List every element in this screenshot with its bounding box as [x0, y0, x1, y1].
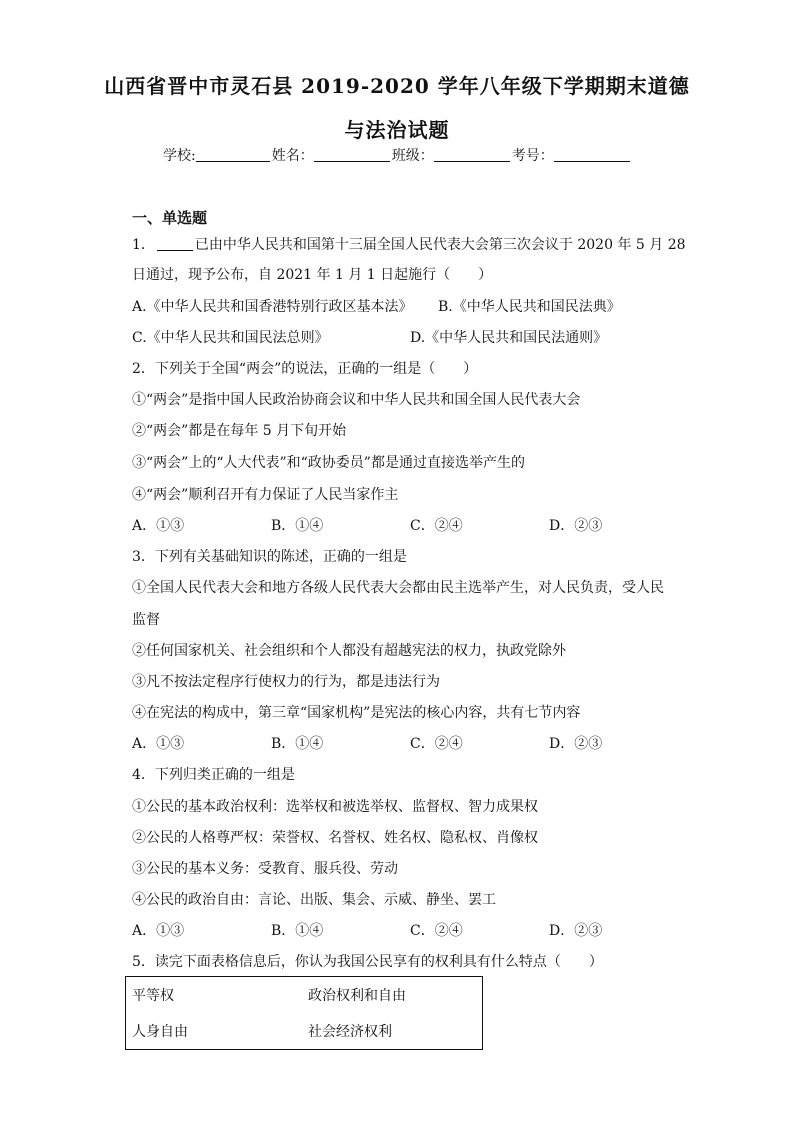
q4-options [132, 920, 672, 940]
q3-item-1-cont: 监督 [132, 612, 160, 628]
name-blank[interactable] [314, 147, 390, 162]
table-cell: 政治权利和自由 [308, 988, 406, 1004]
exam-title-line1: 山西省晋中市灵石县 2019-2020 学年八年级下学期期末道德 [104, 74, 690, 98]
q2-item-2: ②“两会”都是在每年 5 月下旬开始 [132, 423, 347, 439]
q3-option-c[interactable]: C．②④ [410, 736, 463, 752]
q2-options [132, 515, 672, 535]
q4-item-4: ④公民的政治自由：言论、出版、集会、示威、静坐、罢工 [132, 892, 496, 908]
q4-item-2: ②公民的人格尊严权：荣誉权、名誉权、姓名权、隐私权、肖像权 [132, 830, 538, 846]
q5-rights-table [125, 976, 483, 1050]
school-label: 学校: [163, 148, 196, 164]
class-label: 班级： [391, 148, 434, 164]
q2-item-3: ③“两会”上的“人大代表”和“政协委员”都是通过直接选举产生的 [132, 455, 525, 471]
q2-option-d[interactable]: D．②③ [549, 518, 603, 534]
table-row [126, 977, 483, 1014]
school-blank[interactable] [196, 147, 270, 162]
q2-item-4: ④“两会”顺利召开有力保证了人民当家作主 [132, 487, 399, 503]
q4-item-1: ①公民的基本政治权利：选举权和被选举权、监督权、智力成果权 [132, 799, 538, 815]
q5-stem: 5．读完下面表格信息后，你认为我国公民享有的权利具有什么特点（ ） [132, 954, 603, 970]
q2-option-c[interactable]: C．②④ [410, 518, 463, 534]
q4-option-d[interactable]: D．②③ [549, 923, 603, 939]
q3-item-3: ③凡不按法定程序行使权力的行为，都是违法行为 [132, 674, 440, 690]
q1-options-row2 [132, 327, 672, 347]
exam-no-label: 考号： [511, 148, 554, 164]
q3-option-d[interactable]: D．②③ [549, 736, 603, 752]
exam-no-blank[interactable] [554, 147, 630, 162]
q2-option-b[interactable]: B．①④ [271, 518, 324, 534]
q3-option-b[interactable]: B．①④ [271, 736, 324, 752]
exam-title-line2: 与法治试题 [344, 118, 450, 142]
q2-option-a[interactable]: A．①③ [132, 518, 185, 534]
table-cell: 人身自由 [132, 1024, 188, 1040]
table-row [126, 1013, 483, 1050]
student-info-row [163, 145, 632, 165]
section-heading-single-choice: 一、单选题 [132, 209, 208, 227]
q3-option-a[interactable]: A．①③ [132, 736, 185, 752]
q3-options [132, 733, 672, 753]
q1-option-b[interactable]: B.《中华人民共和国民法典》 [438, 299, 621, 315]
name-label: 姓名： [271, 148, 314, 164]
class-blank[interactable] [434, 147, 510, 162]
q1-option-c[interactable]: C.《中华人民共和国民法总则》 [132, 330, 329, 346]
q3-item-2: ②任何国家机关、社会组织和个人都没有超越宪法的权力，执政党除外 [132, 643, 566, 659]
q1-option-a[interactable]: A.《中华人民共和国香港特别行政区基本法》 [132, 299, 413, 315]
q3-stem: 3．下列有关基础知识的陈述，正确的一组是 [132, 549, 407, 565]
q3-item-1: ①全国人民代表大会和地方各级人民代表大会都由民主选举产生，对人民负责，受人民 [132, 580, 664, 596]
q4-option-b[interactable]: B．①④ [271, 923, 324, 939]
q4-stem: 4．下列归类正确的一组是 [132, 767, 295, 783]
q1-option-d[interactable]: D.《中华人民共和国民法通则》 [410, 330, 608, 346]
q1-stem-line1 [132, 234, 686, 254]
q1-stem-text: 已由中华人民共和国第十三届全国人民代表大会第三次会议于 2020 年 5 月 28 [194, 237, 686, 253]
q4-option-c[interactable]: C．②④ [410, 923, 463, 939]
q1-number: 1． [132, 237, 155, 253]
q1-stem-line2: 日通过，现予公布，自 2021 年 1 月 1 日起施行（ ） [132, 267, 493, 283]
q1-options-row1 [132, 296, 672, 316]
q1-answer-blank[interactable] [157, 236, 193, 251]
q4-item-3: ③公民的基本义务：受教育、服兵役、劳动 [132, 861, 398, 877]
q2-item-1: ①“两会”是指中国人民政治协商会议和中华人民共和国全国人民代表大会 [132, 392, 581, 408]
table-cell: 社会经济权利 [308, 1024, 392, 1040]
q3-item-4: ④在宪法的构成中，第三章“国家机构”是宪法的核心内容，共有七节内容 [132, 705, 581, 721]
q4-option-a[interactable]: A．①③ [132, 923, 185, 939]
table-cell: 平等权 [132, 988, 174, 1004]
q2-stem: 2．下列关于全国“两会”的说法，正确的一组是（ ） [132, 361, 478, 377]
